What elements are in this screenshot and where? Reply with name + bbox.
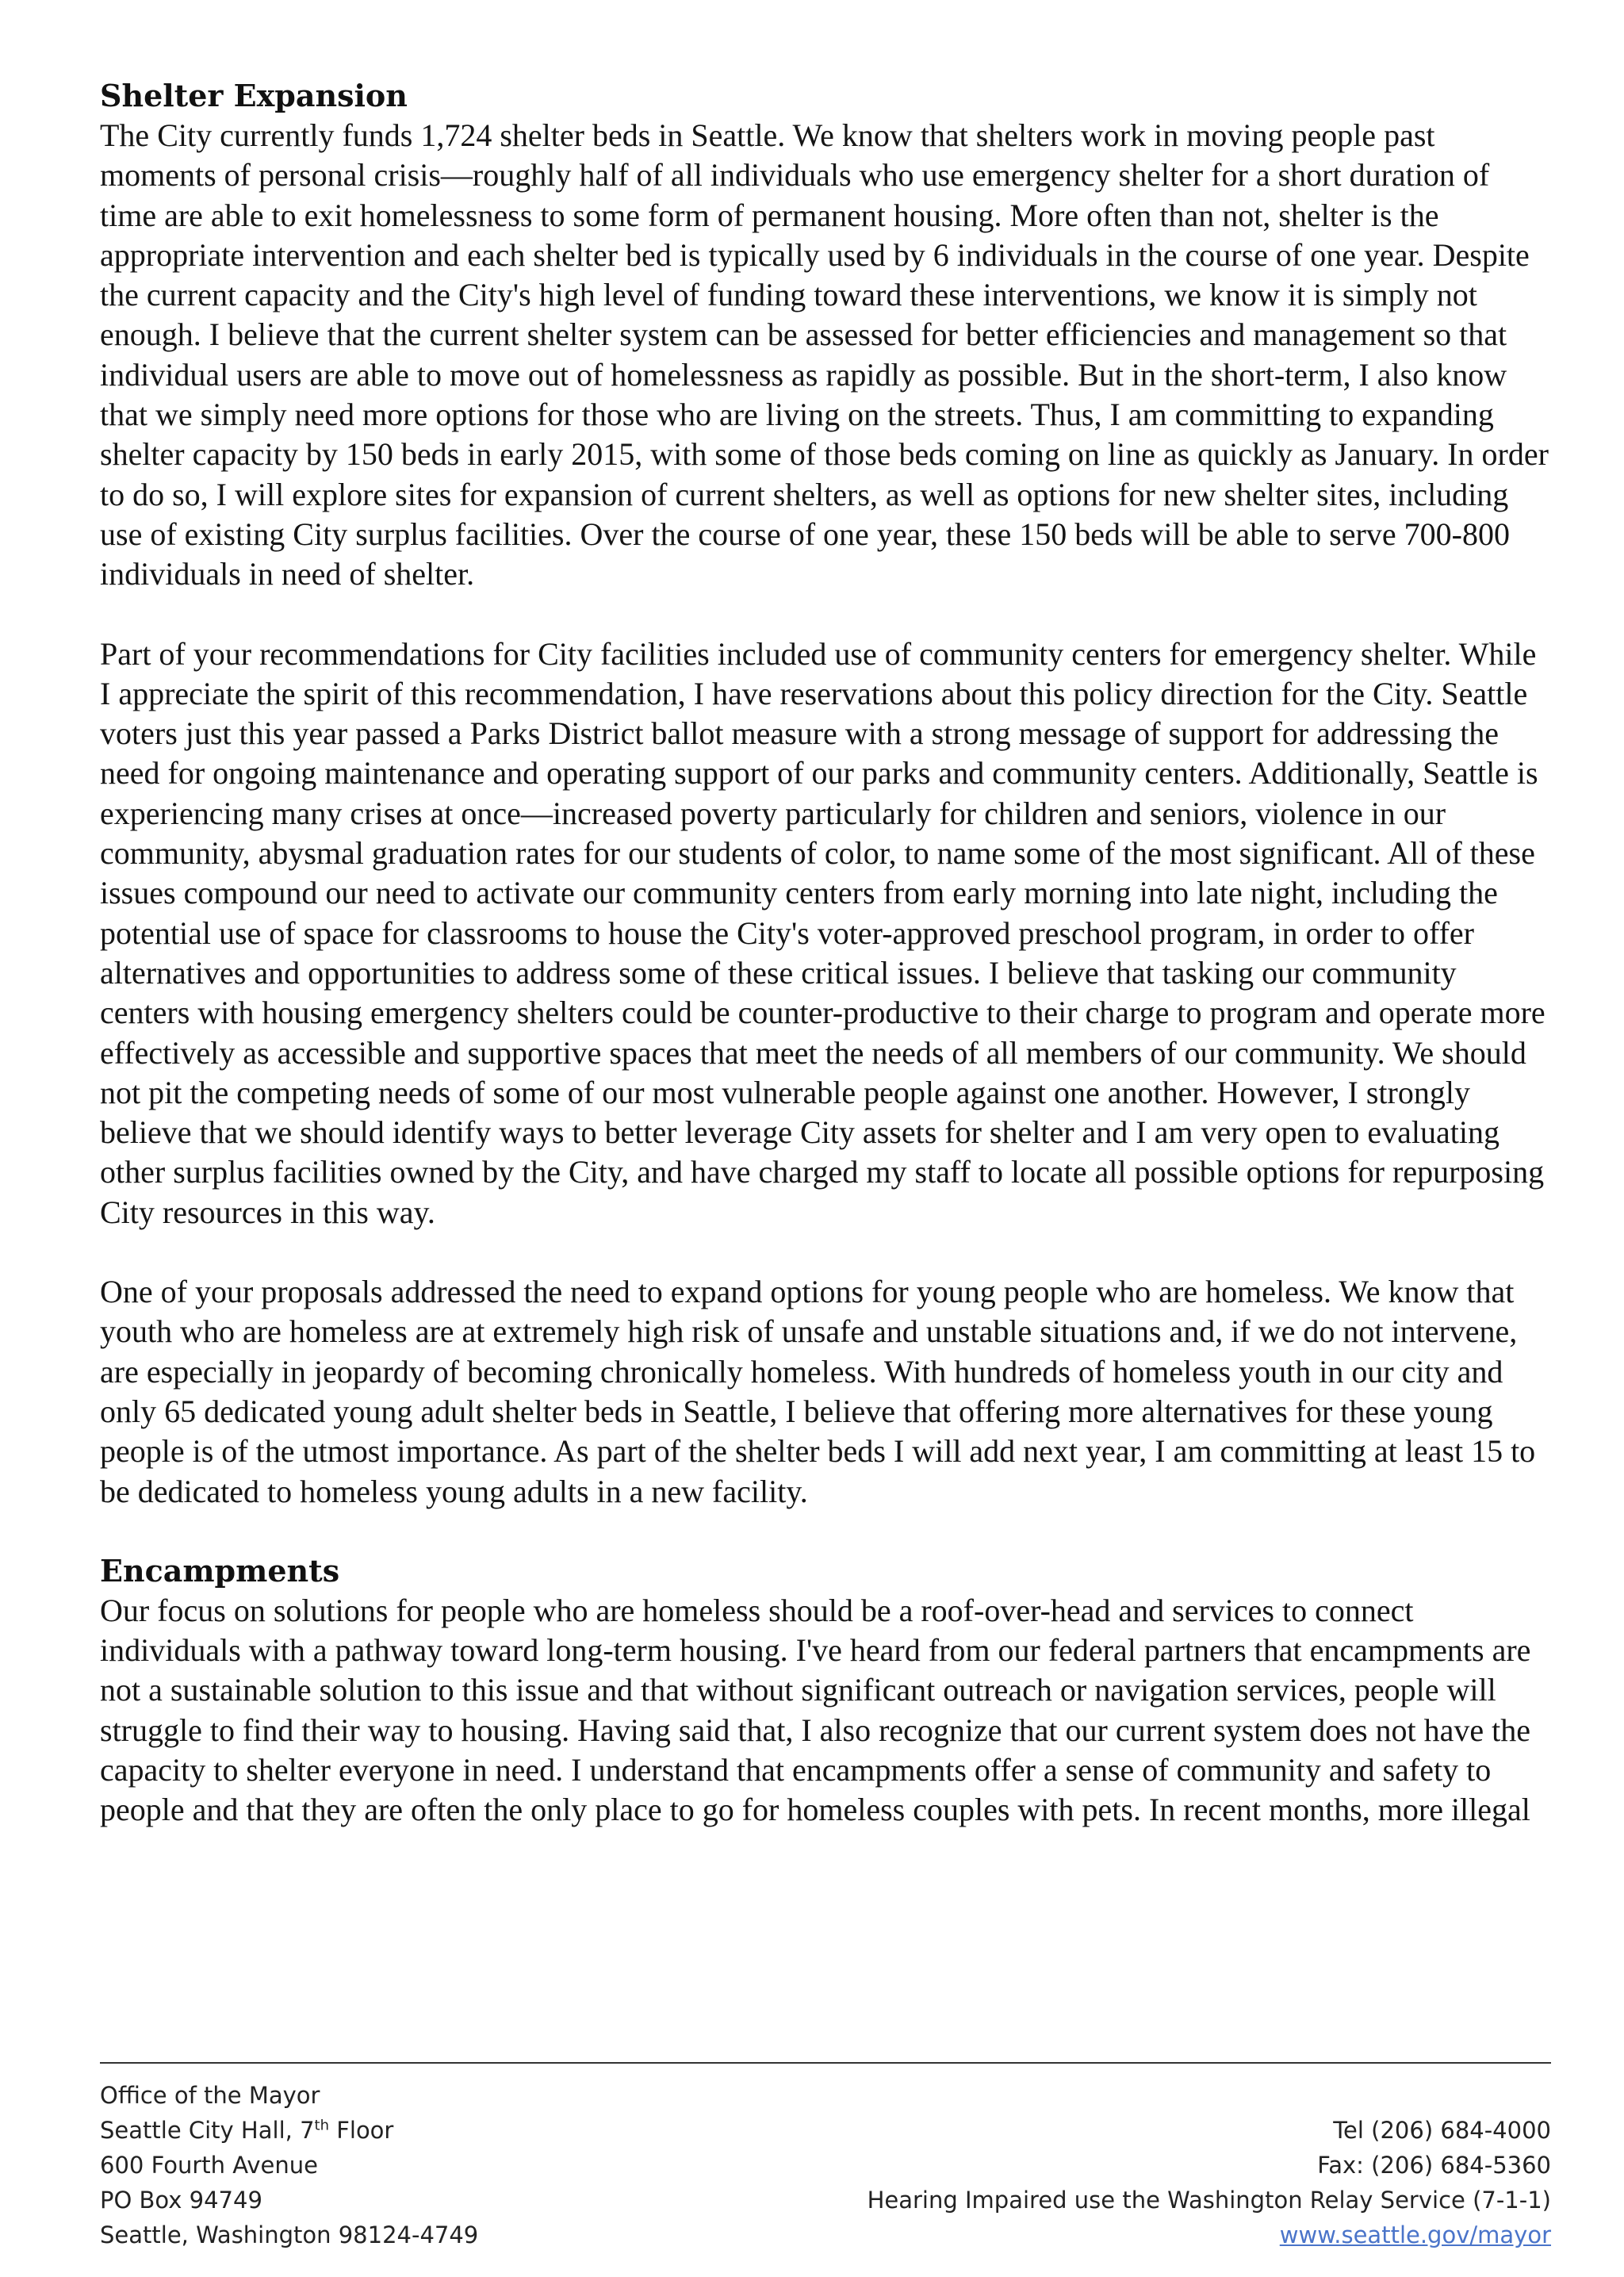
section-heading-shelter-expansion: Shelter Expansion bbox=[100, 78, 408, 113]
section-heading-encampments: Encampments bbox=[100, 1552, 340, 1589]
city-state-zip: Seattle, Washington 98124-4749 bbox=[100, 2221, 479, 2248]
city-hall-suffix: Floor bbox=[328, 2117, 394, 2144]
floor-ordinal-suffix: th bbox=[314, 2117, 329, 2134]
office-name: Office of the Mayor bbox=[100, 2082, 320, 2109]
telephone-number: Tel (206) 684-4000 bbox=[1333, 2117, 1551, 2144]
po-box: PO Box 94749 bbox=[100, 2187, 262, 2214]
city-hall-line bbox=[100, 2113, 478, 2148]
city-hall-prefix: Seattle City Hall, 7 bbox=[100, 2117, 315, 2144]
website-link[interactable]: www.seattle.gov/mayor bbox=[1279, 2221, 1551, 2248]
paragraph-youth-shelter: One of your proposals addressed the need to expand options for young people who are homeless. We know that youth who are homeless are at extremely high risk of unsafe and unstable situations and, if we do not intervene, are especially in jeopardy of becoming chronically homeless. With hundreds of homeless youth in our city and only 65 dedicated young adult shelter beds in Seattle, I believe that offering more alternatives for these young people is of the utmost importance. As part of the shelter beds I will add next year, I am committing at least 15 to be dedicated to homeless young adults in a new facility. bbox=[100, 1274, 1536, 1509]
fax-number: Fax: (206) 684-5360 bbox=[1317, 2152, 1551, 2179]
paragraph-shelter-capacity: The City currently funds 1,724 shelter beds in Seattle. We know that shelters work in moving people past moments of personal crisis—roughly half of all individuals who use emergency shelter for a short duration of time are able to exit homelessness to some form of permanent housing. More often than not, shelter is the appropriate intervention and each shelter bed is typically used by 6 individuals in the course of one year. Despite the current capacity and the City's high level of funding toward these interventions, we know it is simply not enough. I believe that the current shelter system can be assessed for better efficiencies and management so that individual users are able to move out of homelessness as rapidly as possible. But in the short-term, I also know that we simply need more options for those who are living on the streets. Thus, I am committing to expanding shelter capacity by 150 beds in early 2015, with some of those beds coming on line as quickly as January. In order to do so, I will explore sites for expansion of current shelters, as well as options for new shelter sites, including use of existing City surplus facilities. Over the course of one year, these 150 beds will be able to serve 700-800 individuals in need of shelter. bbox=[100, 117, 1549, 592]
relay-service-note: Hearing Impaired use the Washington Relay Service (7-1-1) bbox=[867, 2187, 1551, 2214]
street-address: 600 Fourth Avenue bbox=[100, 2152, 318, 2179]
paragraph-community-centers: Part of your recommendations for City facilities included use of community centers for emergency shelter. While I appreciate the spirit of this recommendation, I have reservations about this policy direction for the City. Seattle voters just this year passed a Parks District ballot measure with a strong message of support for addressing the need for ongoing maintenance and operating support of our parks and community centers. Additionally, Seattle is experiencing many crises at once—increased poverty particularly for children and seniors, violence in our community, abysmal graduation rates for our students of color, to name some of the most significant. All of these issues compound our need to activate our community centers from early morning into late night, including the potential use of space for classrooms to house the City's voter-approved preschool program, in order to offer alternatives and opportunities to address some of these critical issues. I believe that tasking our community centers with housing emergency shelters could be counter-productive to their charge to program and operate more effectively as accessible and supportive spaces that meet the needs of all members of our community. We should not pit the competing needs of some of our most vulnerable people against one another. However, I strongly believe that we should identify ways to better leverage City assets for shelter and I am very open to evaluating other surplus facilities owned by the City, and have charged my staff to locate all possible options for repurposing City resources in this way. bbox=[100, 635, 1545, 1230]
paragraph-spacer bbox=[100, 1512, 1551, 1551]
paragraph-spacer bbox=[100, 1232, 1551, 1272]
contact-info bbox=[868, 2113, 1551, 2252]
footer-divider bbox=[100, 2062, 1551, 2064]
paragraph-spacer bbox=[100, 595, 1551, 634]
paragraph-encampments: Our focus on solutions for people who are homeless should be a roof-over-head and services to connect individuals with a pathway toward long-term housing. I've heard from our federal partners that encampments are not a sustainable solution to this issue and that without significant outreach or navigation services, people will struggle to find their way to housing. Having said that, I also recognize that our current system does not have the capacity to shelter everyone in need. I understand that encampments offer a sense of community and safety to people and that they are often the only place to go for homeless couples with pets. In recent months, more illegal bbox=[100, 1592, 1531, 1828]
office-address bbox=[100, 2078, 478, 2252]
letter-body bbox=[100, 76, 1551, 1830]
